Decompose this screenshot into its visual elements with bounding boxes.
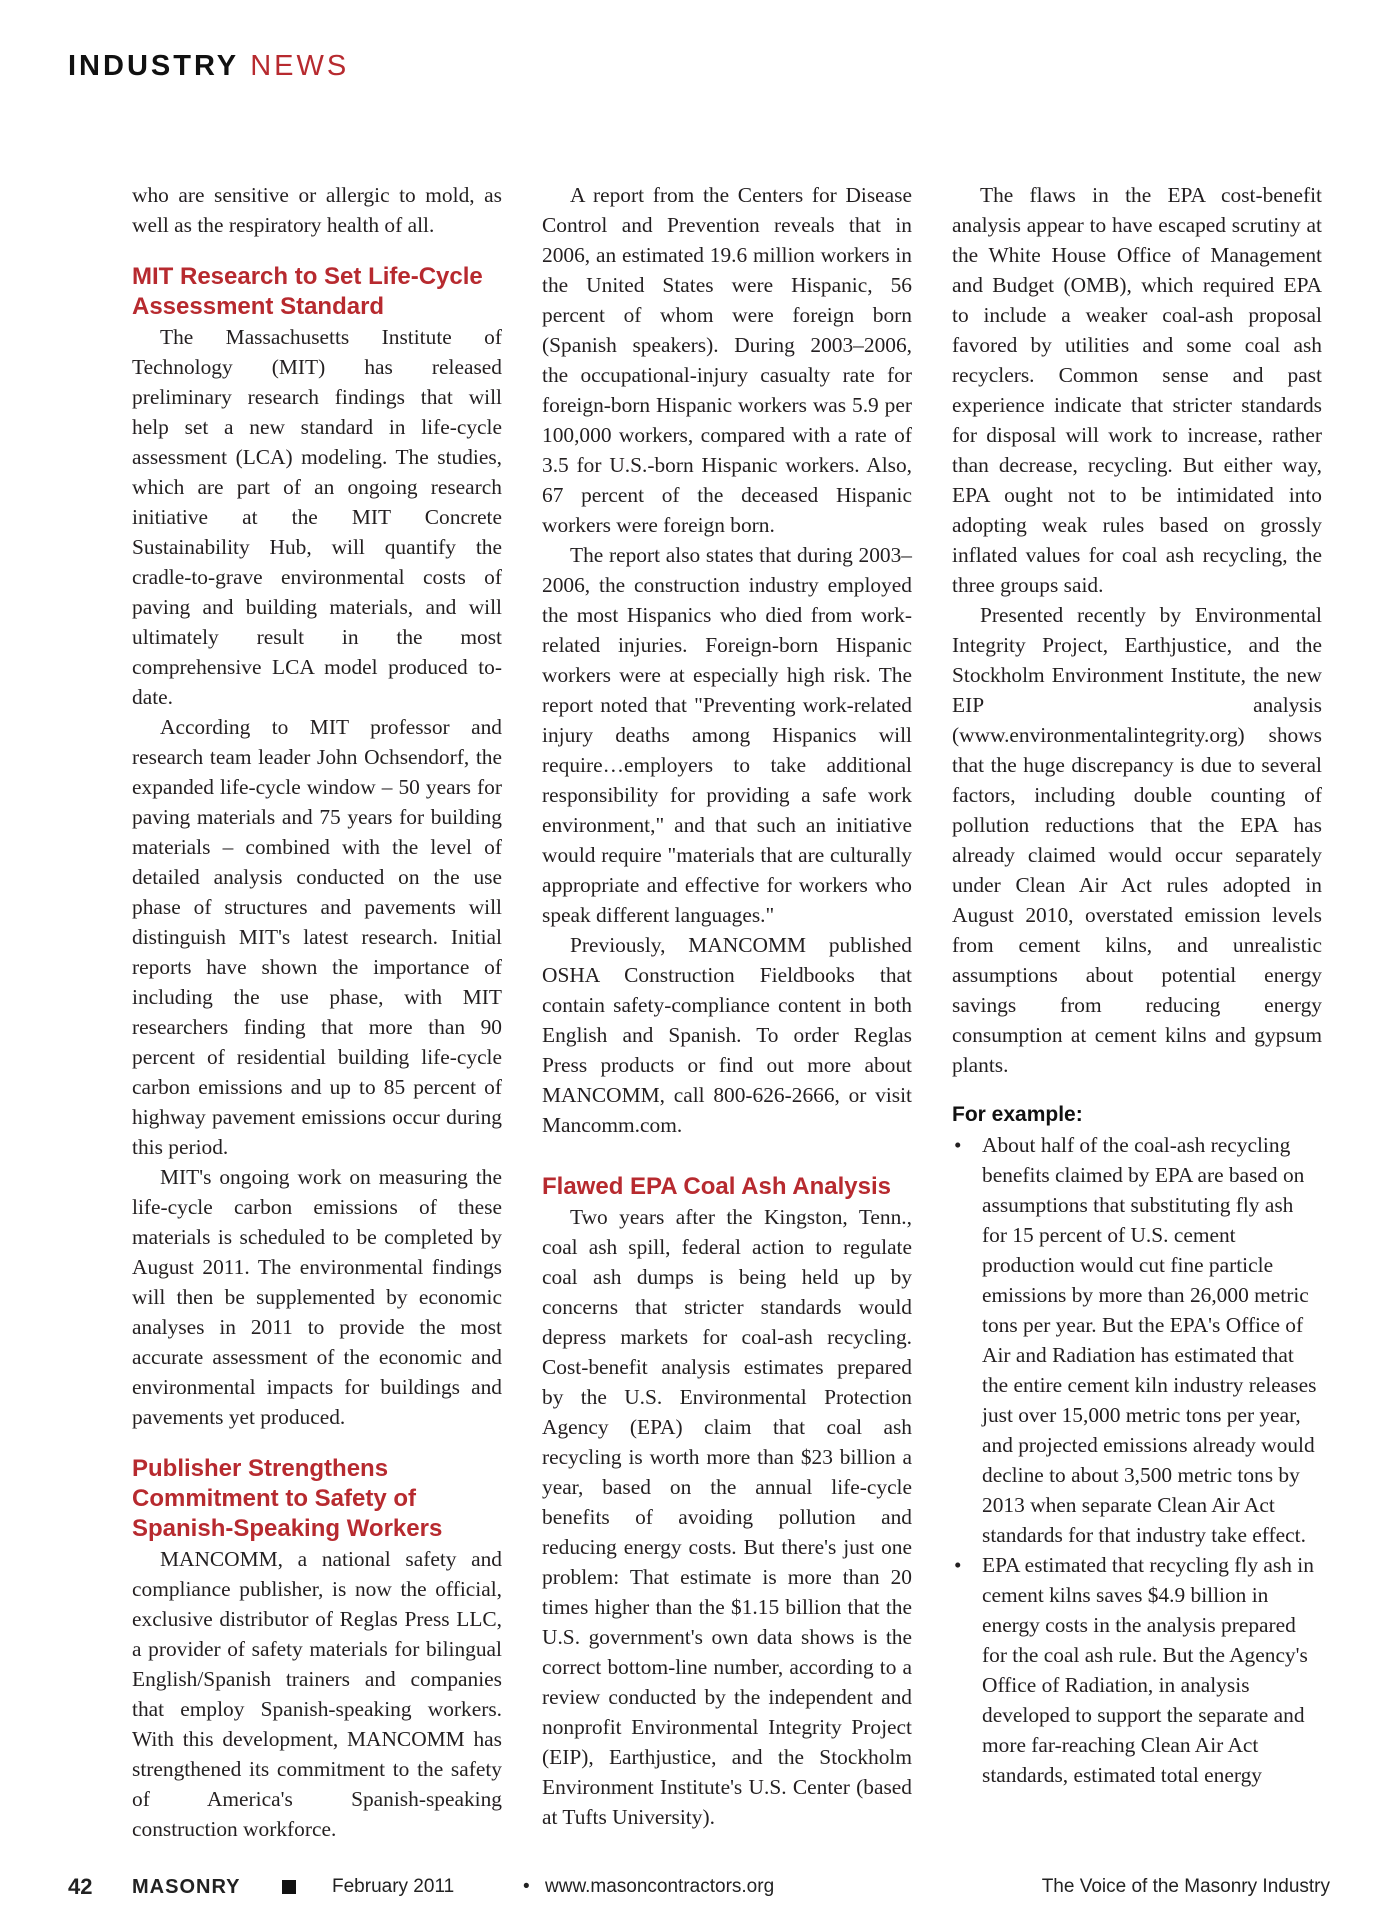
column-1 bbox=[132, 180, 502, 1844]
tagline: The Voice of the Masonry Industry bbox=[1041, 1876, 1330, 1897]
column-3 bbox=[952, 180, 1322, 1790]
paragraph: A report from the Centers for Disease Control and Prevention reveals that in 2006, an estimated 19.6 million workers in the United States were Hispanic, 56 percent of whom were foreign born (Spanish speakers). During 2003–2006, the occupational-injury casualty rate for foreign-born Hispanic workers was 5.9 per 100,000 workers, compared with a rate of 3.5 for U.S.-born Hispanic workers. Also, 67 percent of the deceased Hispanic workers were foreign born. bbox=[542, 183, 912, 537]
bullet-icon: • bbox=[954, 1553, 962, 1577]
paragraph: who are sensitive or allergic to mold, as well as the respiratory health of all. bbox=[132, 183, 502, 237]
footer-separator: • bbox=[523, 1876, 530, 1897]
paragraph: MANCOMM, a national safety and compliance publisher, is now the official, exclusive distributor of Reglas Press LLC, a provider of safety materials for bilingual English/Spanish trainers and companies that employ Spanish-speaking workers. With this development, MANCOMM has strengthened its commitment to the safety of America's Spanish-speaking construction workforce. bbox=[132, 1547, 502, 1841]
example-list bbox=[952, 1130, 1322, 1790]
section-header bbox=[68, 48, 349, 84]
subheading-mit: MIT Research to Set Life-Cycle Assessment Standard bbox=[132, 263, 483, 320]
paragraph: The Massachusetts Institute of Technology (MIT) has released preliminary research findings that will help set a new standard in life-cycle assessment (LCA) modeling. The studies, which are part of an ongoing research initiative at the MIT Concrete Sustainability Hub, will quantify the cradle-to-grave environmental costs of paving and building materials, and will ultimately result in the most comprehensive LCA model produced to-date. bbox=[132, 325, 502, 709]
list-item-text: About half of the coal-ash recycling benefits claimed by EPA are based on assumptions that substituting fly ash for 15 percent of U.S. cement production would cut fine particle emissions by more than 26,000 metric tons per year. But the EPA's Office of Air and Radiation has estimated that the entire cement kiln industry releases just over 15,000 metric tons per year, and projected emissions already would decline to about 3,500 metric tons by 2013 when separate Clean Air Act standards for that industry take effect. bbox=[982, 1133, 1317, 1547]
paragraph: Presented recently by Environmental Integrity Project, Earthjustice, and the Stockholm Environment Institute, the new EIP analysis (www.environmentalintegrity.org) shows that the huge discrepancy is due to several factors, including double counting of pollution reductions that the EPA has already claimed would occur separately under Clean Air Act rules adopted in August 2010, overstated emission levels from cement kilns, and unrealistic assumptions about potential energy savings from reducing energy consumption at cement kilns and gypsum plants. bbox=[952, 603, 1322, 1077]
subheading-publisher: Publisher Strengthens Commitment to Safety of Spanish-Speaking Workers bbox=[132, 1455, 443, 1542]
paragraph: The report also states that during 2003–2006, the construction industry employed the most Hispanics who died from work-related injuries. Foreign-born Hispanic workers were at especially high risk. The report noted that "Preventing work-related injury deaths among Hispanics will require…employers to take additional responsibility for providing a safe work environment," and that such an initiative would require "materials that are culturally appropriate and effective for workers who speak different languages." bbox=[542, 543, 912, 927]
square-bullet-icon bbox=[282, 1880, 296, 1894]
bullet-icon: • bbox=[954, 1133, 962, 1157]
paragraph: According to MIT professor and research team leader John Ochsendorf, the expanded life-cycle window – 50 years for paving materials and 75 years for building materials – combined with the level of detailed analysis conducted on the use phase of structures and pavements will distinguish MIT's latest research. Initial reports have shown the importance of including the use phase, with MIT researchers finding that more than 90 percent of residential building life-cycle carbon emissions and up to 85 percent of highway pavement emissions occur during this period. bbox=[132, 715, 502, 1159]
paragraph: Previously, MANCOMM published OSHA Construction Fieldbooks that contain safety-compliance content in both English and Spanish. To order Reglas Press products or find out more about MANCOMM, call 800-626-2666, or visit Mancomm.com. bbox=[542, 933, 912, 1137]
paragraph: MIT's ongoing work on measuring the life-cycle carbon emissions of these materials is scheduled to be completed by August 2011. The environmental findings will then be supplemented by economic analyses in 2011 to provide the most accurate assessment of the economic and environmental impacts for buildings and pavements yet produced. bbox=[132, 1165, 502, 1429]
issue-date: February 2011 bbox=[332, 1876, 455, 1897]
list-item bbox=[952, 1130, 1322, 1550]
list-item bbox=[952, 1550, 1322, 1790]
header-industry: INDUSTRY bbox=[68, 50, 240, 82]
page-number: 42 bbox=[68, 1874, 93, 1899]
paragraph: The flaws in the EPA cost-benefit analysis appear to have escaped scrutiny at the White House Office of Management and Budget (OMB), which required EPA to include a weaker coal-ash proposal favored by utilities and some coal ash recyclers. Common sense and past experience indicate that stricter standards for disposal will work to increase, rather than decrease, recycling. But either way, EPA ought not to be intimidated into adopting weak rules based on grossly inflated values for coal ash recycling, the three groups said. bbox=[952, 183, 1322, 597]
magazine-name: MASONRY bbox=[132, 1876, 241, 1898]
header-news: NEWS bbox=[250, 50, 350, 82]
list-item-text: EPA estimated that recycling fly ash in cement kilns saves $4.9 billion in energy costs in the analysis prepared for the coal ash rule. But the Agency's Office of Radiation, in analysis developed to support the separate and more far-reaching Clean Air Act standards, estimated total energy bbox=[982, 1553, 1314, 1787]
website-url: www.masoncontractors.org bbox=[545, 1876, 775, 1897]
subheading-epa: Flawed EPA Coal Ash Analysis bbox=[542, 1173, 891, 1200]
for-example-label: For example: bbox=[952, 1103, 1083, 1126]
page-footer bbox=[68, 1871, 1330, 1903]
paragraph: Two years after the Kingston, Tenn., coal ash spill, federal action to regulate coal ash dumps is being held up by concerns that stricter standards would depress markets for coal-ash recycling. Cost-benefit analysis estimates prepared by the U.S. Environmental Protection Agency (EPA) claim that coal ash recycling is worth more than $23 billion a year, based on the annual life-cycle benefits of avoiding pollution and reducing energy costs. But there's just one problem: That estimate is more than 20 times higher than the $1.15 billion that the U.S. government's own data shows is the correct bottom-line number, according to a review conducted by the independent and nonprofit Environmental Integrity Project (EIP), Earthjustice, and the Stockholm Environment Institute's U.S. Center (based at Tufts University). bbox=[542, 1205, 912, 1829]
column-2 bbox=[542, 180, 912, 1832]
